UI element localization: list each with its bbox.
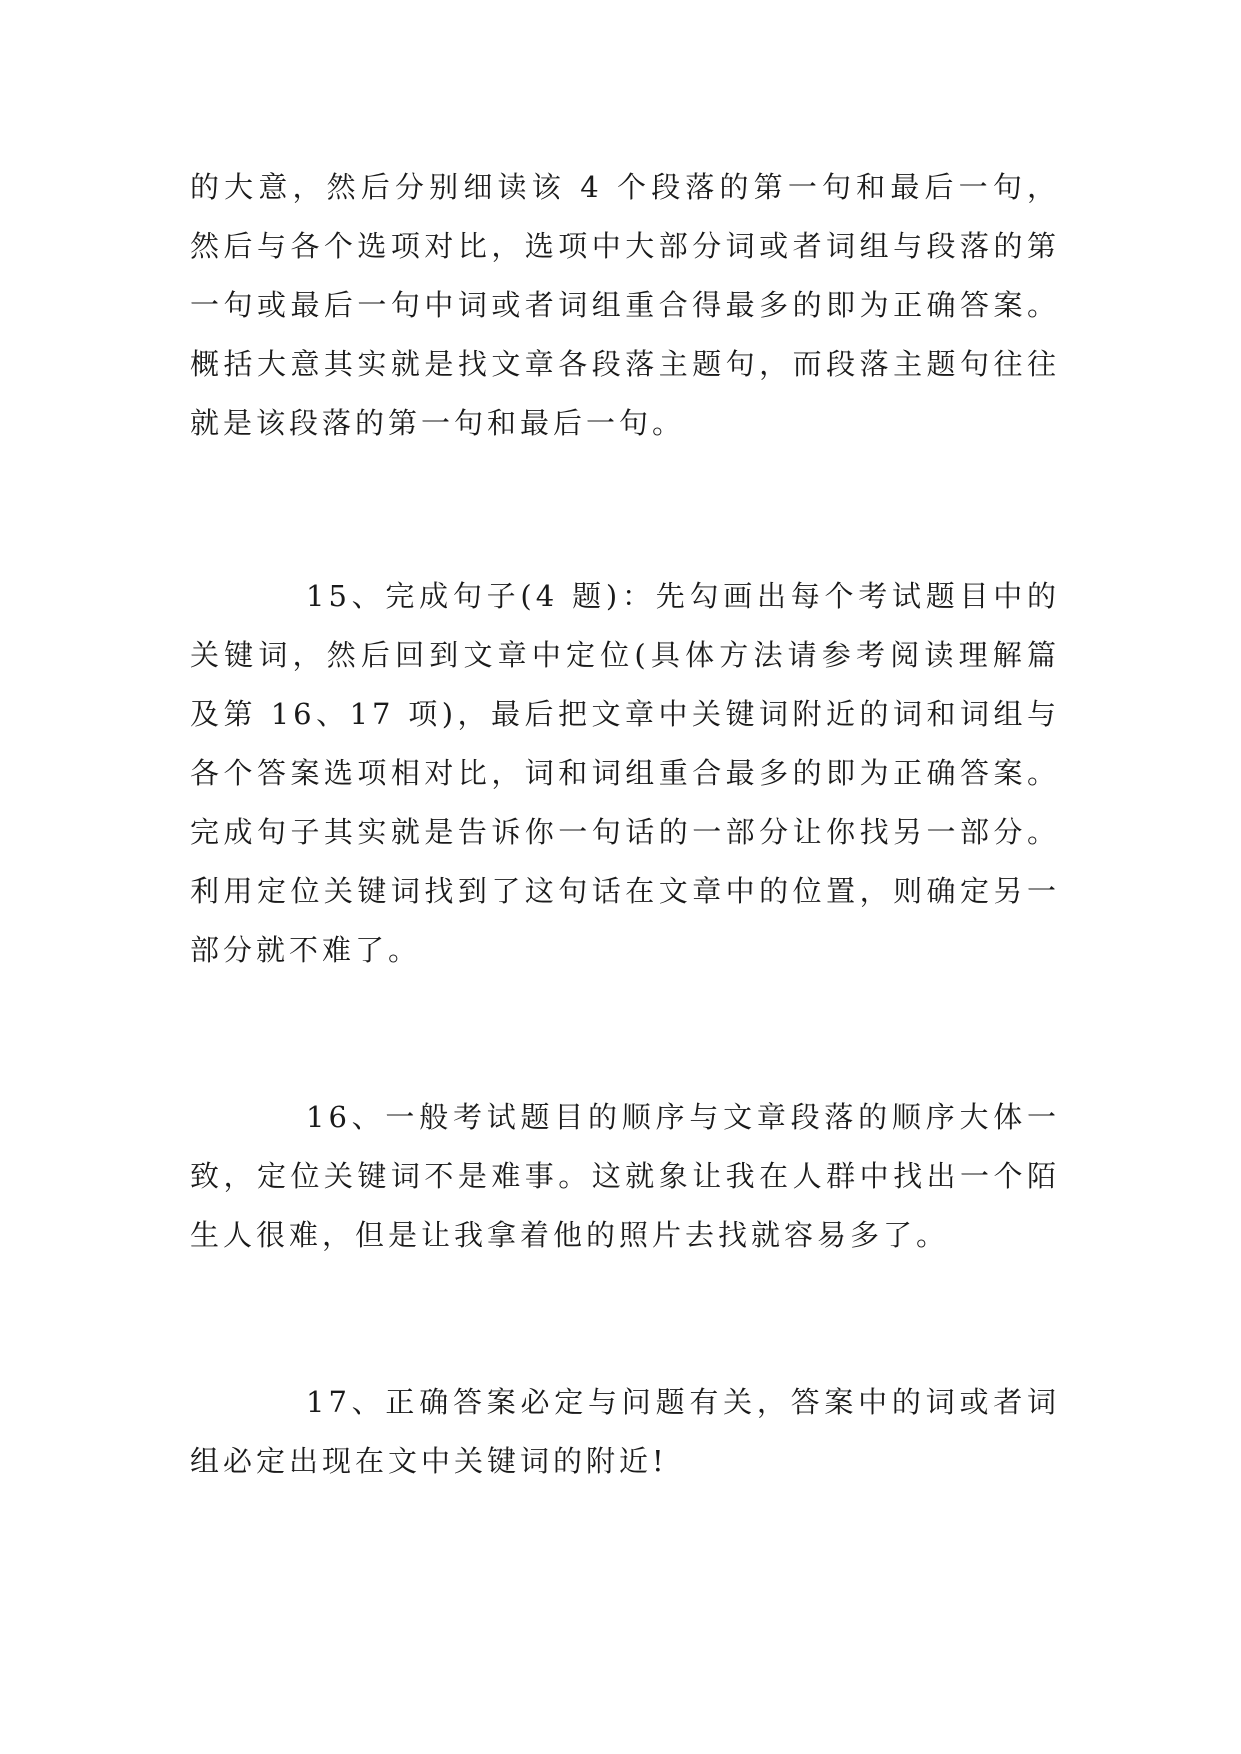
- paragraph-item-16: 16、一般考试题目的顺序与文章段落的顺序大体一致，定位关键词不是难事。这就象让我在人群中找出一个陌生人很难，但是让我拿着他的照片去找就容易多了。: [190, 1100, 1060, 1252]
- paragraph-item-15: 15、完成句子(4 题)：先勾画出每个考试题目中的关键词，然后回到文章中定位(具体方法请参考阅读理解篇及第 16、17 项)，最后把文章中关键词附近的词和词组与各个答案选项相对比，词和词组重合最多的即为正确答案。完成句子其实就是告诉你一句话的一部分让你找另一部分。利用定位关键词找到了这句话在文章中的位置，则确定另一部分就不难了。: [190, 579, 1060, 967]
- paragraph-item-17: 17、正确答案必定与问题有关，答案中的词或者词组必定出现在文中关键词的附近!: [190, 1385, 1060, 1478]
- paragraph-summary-method: 的大意，然后分别细读该 4 个段落的第一句和最后一句，然后与各个选项对比，选项中大部分词或者词组与段落的第一句或最后一句中词或者词组重合得最多的即为正确答案。概括大意其实就是找文章各段落主题句，而段落主题句往往就是该段落的第一句和最后一句。: [190, 170, 1060, 440]
